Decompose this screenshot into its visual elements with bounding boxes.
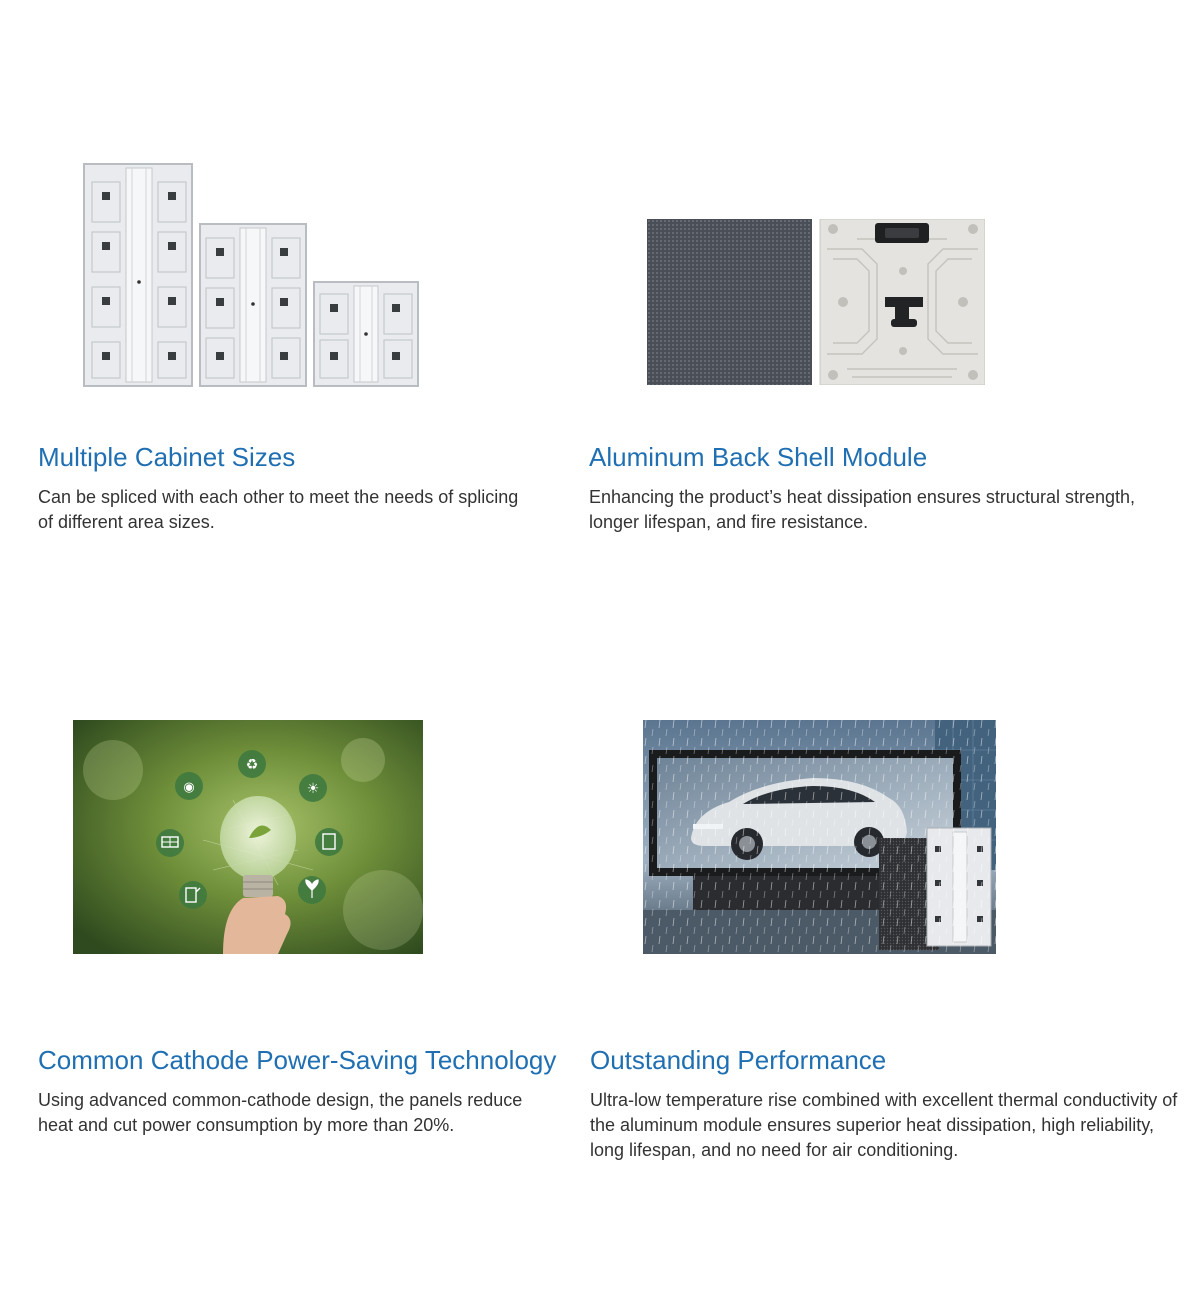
feature-title: Outstanding Performance	[590, 1045, 887, 1075]
globe-hands-icon	[175, 772, 203, 800]
cabinet-medium	[200, 224, 306, 386]
feature-title: Multiple Cabinet Sizes	[38, 442, 296, 472]
module-image	[647, 219, 985, 385]
feature-description: Can be spliced with each other to meet the needs of splicing of different area sizes.	[38, 487, 519, 532]
feature-aluminum-back-shell-module	[589, 150, 1149, 550]
led-front-panel	[647, 219, 812, 385]
cabinet-small	[314, 282, 418, 386]
svg-text:♻: ♻	[245, 757, 259, 773]
cabinets-image	[82, 162, 422, 388]
cabinet-large	[84, 164, 192, 386]
feature-description: Enhancing the product’s heat dissipation ensures structural strength, longer lifespan, and fire resistance.	[589, 487, 1135, 532]
sun-icon	[299, 774, 327, 802]
feature-title: Aluminum Back Shell Module	[589, 442, 928, 472]
feature-outstanding-performance	[590, 720, 1190, 1180]
fuel-pump-icon	[179, 881, 207, 909]
feature-multiple-cabinet-sizes	[38, 150, 538, 550]
eco-bulb-image	[73, 720, 423, 954]
sprout-icon	[298, 876, 326, 904]
feature-common-cathode-power-saving	[38, 720, 578, 1180]
svg-text:◉: ◉	[183, 780, 195, 795]
feature-description: Ultra-low temperature rise combined with excellent thermal conductivity of the aluminum module ensures superior heat dissipation, high reliability, long lifespan, and no need for air conditioning.	[590, 1090, 1178, 1160]
aluminum-back-panel	[820, 219, 985, 385]
recycle-icon	[238, 750, 266, 778]
document-leaf-icon	[315, 828, 343, 856]
feature-title: Common Cathode Power-Saving Technology	[38, 1045, 557, 1075]
svg-text:☀: ☀	[306, 781, 320, 797]
feature-description: Using advanced common-cathode design, the panels reduce heat and cut power consumption by more than 20%.	[38, 1090, 523, 1135]
solar-panel-icon	[156, 829, 184, 857]
outdoor-screen-image	[643, 720, 996, 954]
